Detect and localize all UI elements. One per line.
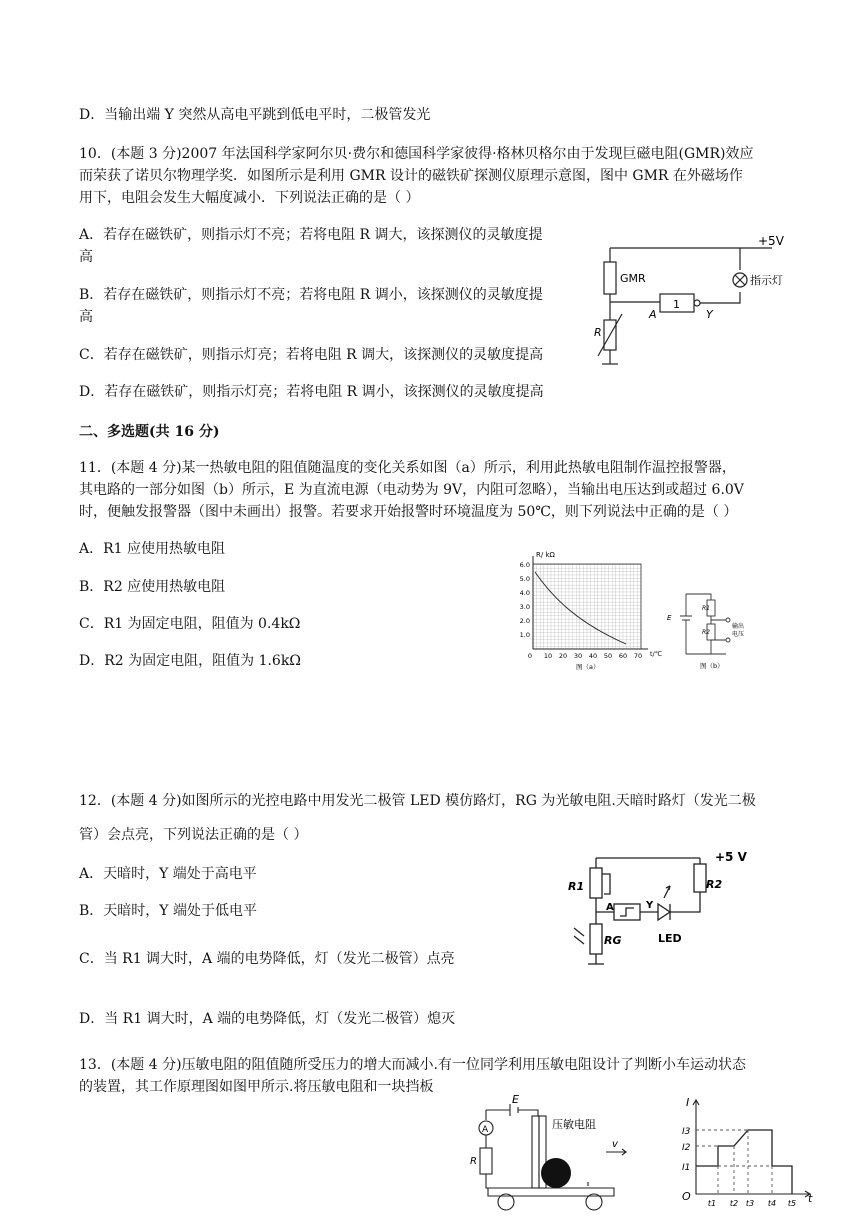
x-tick-10: 10 xyxy=(543,652,553,660)
y-label: Y xyxy=(646,900,654,911)
q10-option-b-line1: B．若存在磁铁矿，则指示灯不亮；若将电阻 R 调小，该探测仪的灵敏度提 xyxy=(79,287,543,303)
circuit-caption: 图（b） xyxy=(700,662,724,670)
resistor-label: R xyxy=(470,1156,477,1167)
light-control-circuit xyxy=(560,842,760,972)
q12-option-a: A．天暗时，Y 端处于高电平 xyxy=(79,866,257,882)
velocity-label: v xyxy=(612,1139,618,1150)
graph-origin: O xyxy=(682,1190,691,1203)
x-tick-40: 40 xyxy=(588,652,598,660)
output-label-1: 输出 xyxy=(732,623,745,630)
tick-t5: t5 xyxy=(787,1199,797,1208)
x-tick-0: 0 xyxy=(527,652,533,660)
graph-caption: 图（a） xyxy=(576,663,600,671)
q11-option-b: B．R2 应使用热敏电阻 xyxy=(79,579,226,595)
not-gate-label: 1 xyxy=(673,298,680,311)
q10-stem-line2: 而荣获了诺贝尔物理学奖．如图所示是利用 GMR 设计的磁铁矿探测仪原理示意图，图中 GMR 在外磁场作 xyxy=(79,168,743,184)
q13-stem-line1: 13．(本题 4 分)压敏电阻的阻值随所受压力的增大而减小.有一位同学利用压敏电阻设计了判断小车运动状态 xyxy=(79,1057,746,1073)
q10-stem-line3: 用下，电阻会发生大幅度减小．下列说法正确的是（ ） xyxy=(79,190,420,206)
y-tick-5: 5.0 xyxy=(519,575,530,583)
graph-axis-i: I xyxy=(686,1096,690,1109)
source-e-label: E xyxy=(667,614,672,622)
x-tick-30: 30 xyxy=(573,652,583,660)
gmr-detector-circuit xyxy=(590,232,790,372)
resistor-r-label: R xyxy=(594,326,602,339)
q11-stem-line2: 其电路的一部分如图（b）所示，E 为直流电源（电动势为 9V，内阻可忽略），当输出电压达到或超过 6.0V xyxy=(79,482,744,498)
q12-option-d: D．当 R1 调大时，A 端的电势降低，灯（发光二极管）熄灭 xyxy=(79,1011,456,1027)
r2-label: R2 xyxy=(706,878,723,891)
r1-label: R1 xyxy=(568,880,585,893)
q12-stem-line2: 管）会点亮，下列说法正确的是（ ） xyxy=(79,827,308,843)
graph-y-axis-label: R/ kΩ xyxy=(536,551,555,559)
q12-option-b: B．天暗时，Y 端处于低电平 xyxy=(79,903,257,919)
section-title-multiple-choice: 二、多选题(共 16 分) xyxy=(79,424,220,440)
q12-stem-line1: 12．(本题 4 分)如图所示的光控电路中用发光二极管 LED 模仿路灯，RG 为光敏电阻.天暗时路灯（发光二极 xyxy=(79,793,756,809)
tick-t3: t3 xyxy=(745,1199,755,1208)
q10-option-b-line2: 高 xyxy=(79,309,93,325)
current-time-graph xyxy=(668,1092,818,1216)
source-e-label: E xyxy=(512,1093,519,1106)
q10-option-a-line1: A．若存在磁铁矿，则指示灯不亮；若将电阻 R 调大，该探测仪的灵敏度提 xyxy=(79,227,543,243)
ammeter-label: A xyxy=(482,1125,489,1135)
pressure-cart-diagram xyxy=(468,1092,628,1216)
x-tick-70: 70 xyxy=(633,652,643,660)
q9-option-d: D．当输出端 Y 突然从高电平跳到低电平时，二极管发光 xyxy=(79,107,431,123)
graph-x-axis-label: t/℃ xyxy=(650,650,663,658)
y-tick-3: 3.0 xyxy=(519,603,530,611)
a-label: A xyxy=(606,902,614,913)
x-tick-50: 50 xyxy=(603,652,613,660)
x-tick-60: 60 xyxy=(618,652,628,660)
x-tick-20: 20 xyxy=(558,652,568,660)
rg-label: RG xyxy=(604,934,622,947)
q13-stem-line2: 的装置，其工作原理图如图甲所示.将压敏电阻和一块挡板 xyxy=(79,1079,434,1095)
gmr-supply-label: +5V xyxy=(758,234,784,248)
graph-axis-t: t xyxy=(808,1192,813,1205)
gmr-label: GMR xyxy=(620,272,646,285)
y-tick-6: 6.0 xyxy=(519,561,530,569)
q11-stem-line3: 时，便触发报警器（图中未画出）报警。若要求开始报警时环境温度为 50℃，则下列说法中正确的是（ ） xyxy=(79,504,738,520)
label-i2: I2 xyxy=(682,1143,691,1153)
output-label-2: 电压 xyxy=(732,631,745,638)
label-i3: I3 xyxy=(682,1127,691,1137)
y-tick-2: 2.0 xyxy=(519,617,530,625)
input-a-label: A xyxy=(649,308,657,321)
q11-stem-line1: 11．(本题 4 分)某一热敏电阻的阻值随温度的变化关系如图（a）所示，利用此热敏电阻制作温控报警器， xyxy=(79,460,736,476)
q10-option-c: C．若存在磁铁矿，则指示灯亮；若将电阻 R 调大，该探测仪的灵敏度提高 xyxy=(79,347,544,363)
q11-option-a: A．R1 应使用热敏电阻 xyxy=(79,541,226,557)
y-tick-1: 1.0 xyxy=(519,631,530,639)
tick-t2: t2 xyxy=(729,1199,739,1208)
r2-label: R2 xyxy=(702,629,710,636)
q11-option-d: D．R2 为固定电阻，阻值为 1.6kΩ xyxy=(79,653,301,669)
alarm-circuit xyxy=(664,586,756,672)
q10-option-d: D．若存在磁铁矿，则指示灯亮；若将电阻 R 调小，该探测仪的灵敏度提高 xyxy=(79,384,544,400)
r1-label: R1 xyxy=(702,605,710,612)
output-y-label: Y xyxy=(706,308,713,321)
pressure-sensor-label: 压敏电阻 xyxy=(552,1118,596,1131)
thermistor-graph xyxy=(508,548,670,672)
supply-label: +5 V xyxy=(715,850,747,864)
led-label: LED xyxy=(658,932,682,945)
q11-option-c: C．R1 为固定电阻，阻值为 0.4kΩ xyxy=(79,616,301,632)
q10-stem-line1: 10．(本题 3 分)2007 年法国科学家阿尔贝·费尔和德国科学家彼得·格林贝格尔由于发现巨磁电阻(GMR)效应 xyxy=(79,146,754,162)
tick-t4: t4 xyxy=(767,1199,777,1208)
q12-option-c: C．当 R1 调大时，A 端的电势降低，灯（发光二极管）点亮 xyxy=(79,951,455,967)
q10-option-a-line2: 高 xyxy=(79,249,93,265)
indicator-lamp-label: 指示灯 xyxy=(750,274,783,287)
y-tick-4: 4.0 xyxy=(519,589,530,597)
tick-t1: t1 xyxy=(707,1199,717,1208)
label-i1: I1 xyxy=(682,1163,691,1173)
